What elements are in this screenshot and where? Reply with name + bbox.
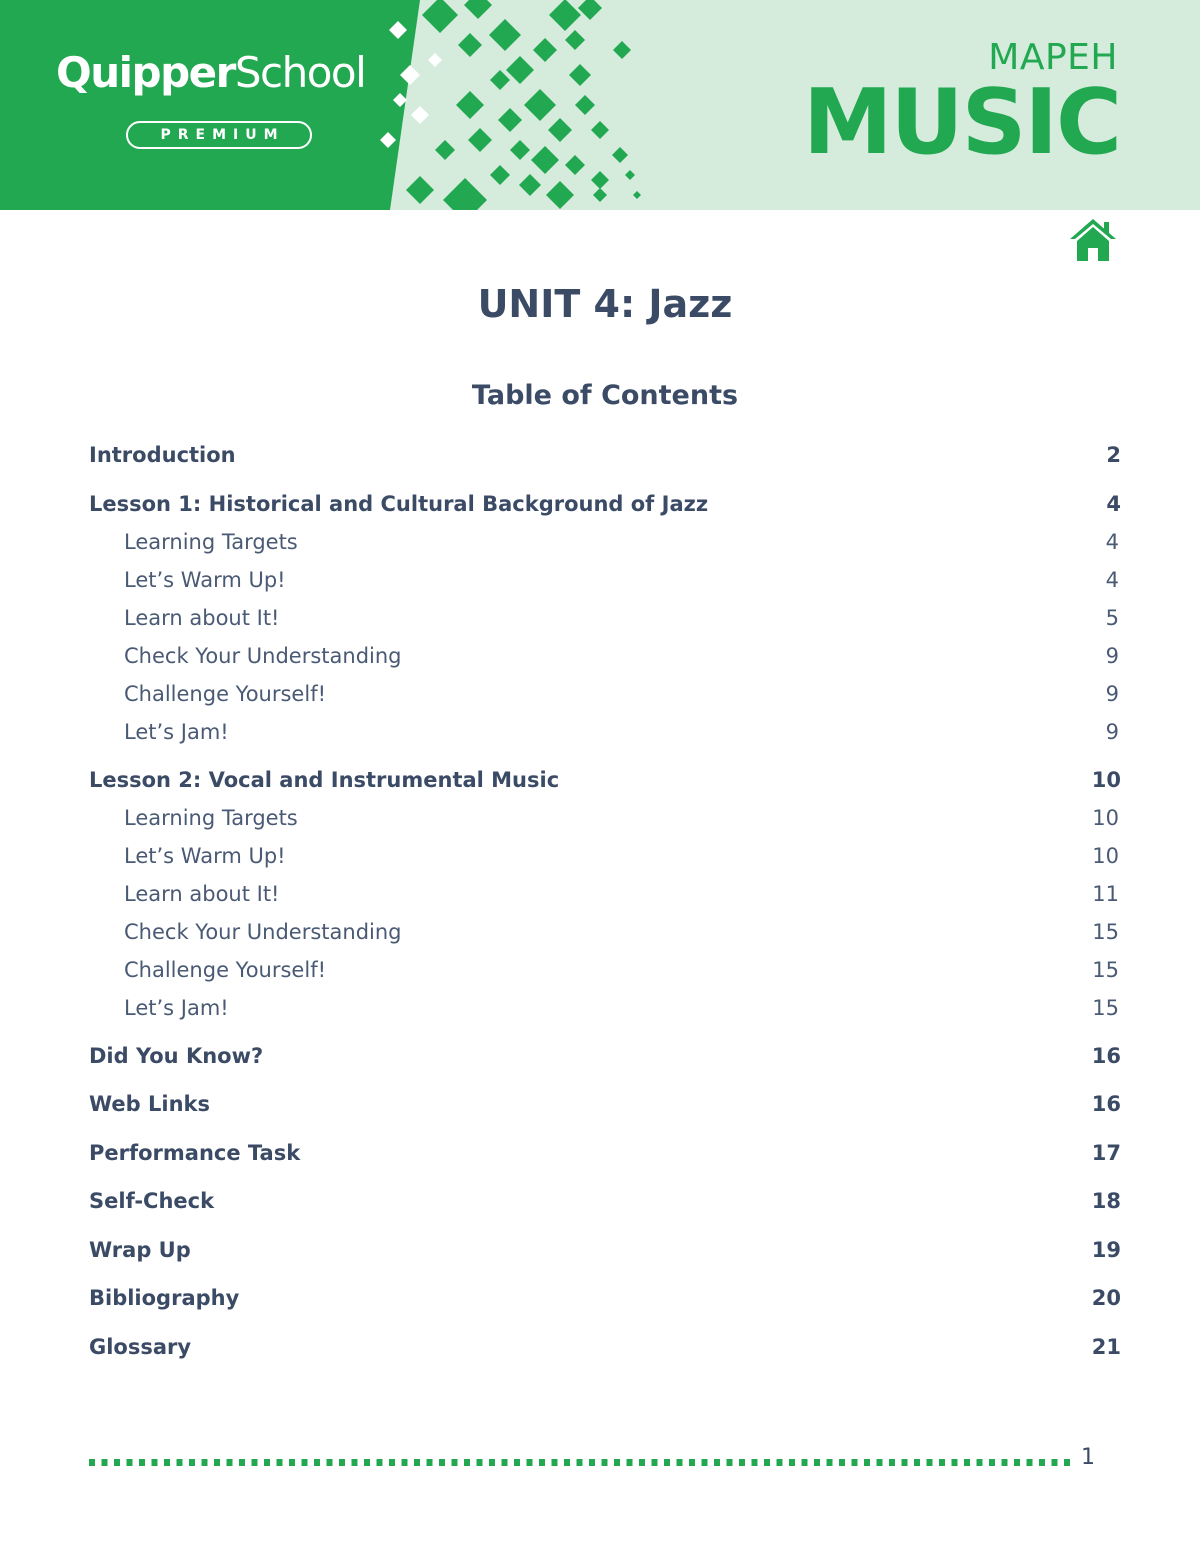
toc-subentry[interactable] — [89, 599, 1121, 637]
footer-dot — [527, 1459, 533, 1466]
footer-dot — [1014, 1459, 1020, 1466]
footer-dot — [1027, 1459, 1033, 1466]
footer-dot — [752, 1459, 758, 1466]
toc-heading: Table of Contents — [471, 380, 739, 411]
footer-dot — [864, 1459, 870, 1466]
footer-dot — [302, 1459, 308, 1466]
toc-entry-label: Bibliography — [89, 1286, 240, 1310]
subject-title: MUSIC — [803, 70, 1120, 175]
footer-dot — [839, 1459, 845, 1466]
toc-entry-page: 20 — [1091, 1286, 1121, 1310]
footer-dot — [452, 1459, 458, 1466]
footer-dot — [714, 1459, 720, 1466]
footer-dot — [177, 1459, 183, 1466]
toc-subentry-page: 15 — [1092, 957, 1119, 982]
footer-dot — [802, 1459, 808, 1466]
toc-subentry[interactable] — [89, 523, 1121, 561]
toc-subentry-page: 4 — [1105, 567, 1119, 592]
toc-subentry-label: Let’s Jam! — [124, 995, 229, 1020]
table-of-contents — [89, 436, 1121, 1376]
premium-badge: PREMIUM — [126, 121, 312, 149]
toc-subentry[interactable] — [89, 561, 1121, 599]
footer-dot — [464, 1459, 470, 1466]
footer-dot — [914, 1459, 920, 1466]
toc-entry-self-check[interactable] — [89, 1182, 1121, 1231]
toc-subentry[interactable] — [89, 675, 1121, 713]
toc-entry-web-links[interactable] — [89, 1085, 1121, 1134]
toc-entry-label: Performance Task — [89, 1140, 301, 1165]
toc-subentry-page: 15 — [1092, 995, 1119, 1020]
footer-dot — [1064, 1459, 1070, 1466]
footer-dot — [1039, 1459, 1045, 1466]
toc-subentry-page: 9 — [1105, 681, 1119, 706]
toc-entry-page: 16 — [1091, 1092, 1121, 1116]
footer-dot — [227, 1459, 233, 1466]
toc-subentry-page: 9 — [1105, 719, 1119, 744]
toc-subentry[interactable] — [89, 713, 1121, 761]
header-banner — [0, 0, 1200, 210]
home-icon[interactable] — [1068, 217, 1118, 263]
footer-dot — [677, 1459, 683, 1466]
footer-dot — [389, 1459, 395, 1466]
footer-dot — [652, 1459, 658, 1466]
page-number: 1 — [1081, 1445, 1095, 1470]
footer-dot — [477, 1459, 483, 1466]
toc-subentry[interactable] — [89, 989, 1121, 1037]
footer-dot — [439, 1459, 445, 1466]
toc-entry-page: 17 — [1091, 1140, 1121, 1165]
toc-subentry-page: 10 — [1092, 805, 1119, 830]
footer-dot — [289, 1459, 295, 1466]
footer-dot — [689, 1459, 695, 1466]
subject-category: MAPEH — [988, 37, 1118, 78]
toc-entry-page: 18 — [1091, 1189, 1121, 1213]
footer-dot — [727, 1459, 733, 1466]
footer-dot — [514, 1459, 520, 1466]
footer-dot — [1052, 1459, 1058, 1466]
toc-entry-label: Wrap Up — [89, 1237, 191, 1262]
footer-dot — [827, 1459, 833, 1466]
footer-dot — [814, 1459, 820, 1466]
footer-dot — [764, 1459, 770, 1466]
toc-entry-label: Lesson 1: Historical and Cultural Background of Jazz — [89, 491, 709, 516]
footer-dot — [877, 1459, 883, 1466]
footer-dot — [964, 1459, 970, 1466]
toc-subentry-page: 4 — [1105, 529, 1119, 554]
toc-subentry[interactable] — [89, 799, 1121, 837]
toc-entry-page: 2 — [1106, 443, 1121, 467]
footer-dot — [977, 1459, 983, 1466]
toc-entry-page: 10 — [1091, 767, 1121, 792]
footer-dot — [89, 1459, 95, 1466]
footer-dot — [314, 1459, 320, 1466]
toc-subentry-label: Check Your Understanding — [124, 643, 402, 668]
footer-dot — [239, 1459, 245, 1466]
unit-title: UNIT 4: Jazz — [477, 282, 733, 326]
toc-entry-lesson-2[interactable] — [89, 761, 1121, 799]
footer-dot — [564, 1459, 570, 1466]
footer-dot — [552, 1459, 558, 1466]
footer-dotted-rule — [89, 1459, 1074, 1467]
toc-entry-label: Web Links — [89, 1092, 210, 1116]
footer-dot — [202, 1459, 208, 1466]
toc-entry-glossary[interactable] — [89, 1328, 1121, 1377]
footer-dot — [1002, 1459, 1008, 1466]
toc-subentry-label: Challenge Yourself! — [124, 681, 327, 706]
toc-entry-label: Did You Know? — [89, 1043, 264, 1068]
footer-dot — [427, 1459, 433, 1466]
footer-dot — [352, 1459, 358, 1466]
toc-subentry-label: Learning Targets — [124, 529, 298, 554]
footer-dot — [127, 1459, 133, 1466]
toc-entry-bibliography[interactable] — [89, 1279, 1121, 1328]
footer-dot — [927, 1459, 933, 1466]
toc-entry-page: 16 — [1091, 1043, 1121, 1068]
toc-subentry-label: Challenge Yourself! — [124, 957, 327, 982]
footer-dot — [264, 1459, 270, 1466]
footer-dot — [852, 1459, 858, 1466]
toc-subentry-label: Check Your Understanding — [124, 919, 402, 944]
toc-entry-performance-task[interactable] — [89, 1134, 1121, 1183]
toc-subentry[interactable] — [89, 875, 1121, 913]
footer-dot — [589, 1459, 595, 1466]
footer-dot — [702, 1459, 708, 1466]
toc-entry-wrap-up[interactable] — [89, 1231, 1121, 1280]
toc-subentry[interactable] — [89, 637, 1121, 675]
footer-dot — [377, 1459, 383, 1466]
footer-dot — [152, 1459, 158, 1466]
footer-dot — [639, 1459, 645, 1466]
footer-dot — [739, 1459, 745, 1466]
footer-dot — [577, 1459, 583, 1466]
quipper-school-logo: QuipperSchool — [56, 48, 366, 97]
toc-subentry[interactable] — [89, 913, 1121, 951]
footer-dot — [777, 1459, 783, 1466]
toc-subentry-page: 9 — [1105, 643, 1119, 668]
toc-entry-page: 4 — [1106, 491, 1121, 516]
footer-dot — [789, 1459, 795, 1466]
footer-dot — [327, 1459, 333, 1466]
toc-entry-lesson-1[interactable] — [89, 485, 1121, 523]
footer-dot — [402, 1459, 408, 1466]
footer-dot — [902, 1459, 908, 1466]
toc-subentry-page: 15 — [1092, 919, 1119, 944]
footer-dot — [889, 1459, 895, 1466]
footer-dot — [502, 1459, 508, 1466]
footer-dot — [189, 1459, 195, 1466]
toc-entry-page: 19 — [1091, 1237, 1121, 1262]
footer-dot — [252, 1459, 258, 1466]
toc-subentry-label: Let’s Jam! — [124, 719, 229, 744]
footer-dot — [164, 1459, 170, 1466]
footer-dot — [102, 1459, 108, 1466]
footer-dot — [627, 1459, 633, 1466]
footer-dot — [114, 1459, 120, 1466]
footer-dot — [939, 1459, 945, 1466]
toc-subentry-page: 10 — [1092, 843, 1119, 868]
toc-entry-label: Lesson 2: Vocal and Instrumental Music — [89, 767, 560, 792]
toc-entry-page: 21 — [1091, 1334, 1121, 1359]
toc-subentry-label: Learning Targets — [124, 805, 298, 830]
toc-entry-label: Glossary — [89, 1334, 192, 1359]
footer-dot — [664, 1459, 670, 1466]
toc-subentry-page: 11 — [1092, 881, 1119, 906]
footer-dot — [139, 1459, 145, 1466]
footer-dot — [989, 1459, 995, 1466]
toc-entry-label: Introduction — [89, 443, 236, 467]
footer-dot — [614, 1459, 620, 1466]
toc-entry-introduction[interactable] — [89, 436, 1121, 485]
footer-dot — [339, 1459, 345, 1466]
footer-dot — [602, 1459, 608, 1466]
toc-subentry-label: Let’s Warm Up! — [124, 843, 286, 868]
footer-dot — [952, 1459, 958, 1466]
toc-subentry[interactable] — [89, 837, 1121, 875]
footer-dot — [214, 1459, 220, 1466]
footer-dot — [277, 1459, 283, 1466]
toc-subentry-page: 5 — [1105, 605, 1119, 630]
toc-entry-label: Self-Check — [89, 1189, 215, 1213]
toc-entry-did-you-know[interactable] — [89, 1037, 1121, 1086]
toc-subentry[interactable] — [89, 951, 1121, 989]
footer-dot — [539, 1459, 545, 1466]
footer-dot — [364, 1459, 370, 1466]
toc-subentry-label: Let’s Warm Up! — [124, 567, 286, 592]
footer-dot — [414, 1459, 420, 1466]
footer-dot — [489, 1459, 495, 1466]
toc-subentry-label: Learn about It! — [124, 881, 280, 906]
toc-subentry-label: Learn about It! — [124, 605, 280, 630]
